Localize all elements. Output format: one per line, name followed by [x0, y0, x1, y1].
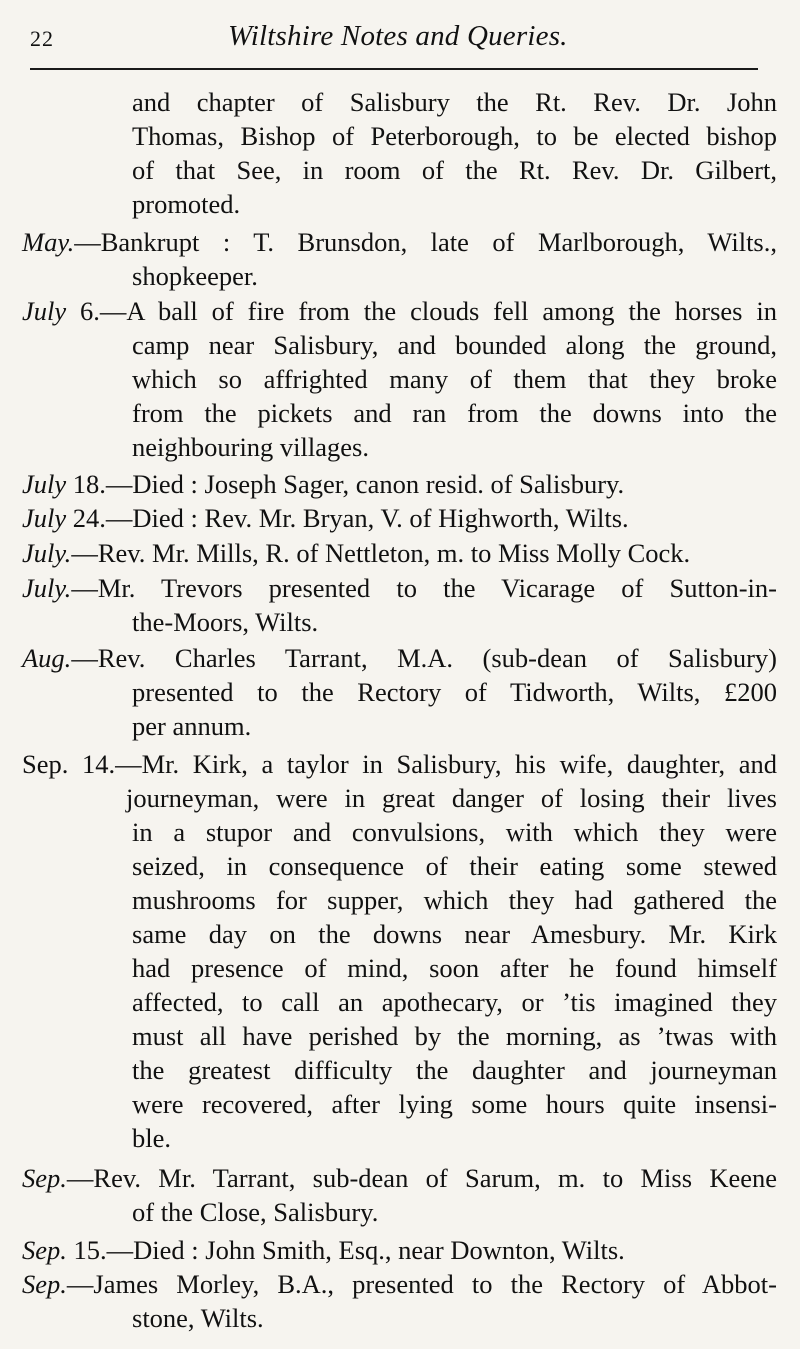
- entry-line: affected, to call an apothecary, or ’tis imagined they: [132, 987, 777, 1017]
- entry-line: presented to the Rectory of Tidworth, Wilts, £200: [132, 677, 777, 707]
- entry-line: per annum.: [132, 711, 252, 741]
- entry-line: were recovered, after lying some hours quite insensi-: [132, 1089, 777, 1119]
- entry-line: journeyman, were in great danger of losing their lives: [126, 783, 777, 813]
- entry-date: July: [22, 469, 67, 499]
- entry-line: from the pickets and ran from the downs into the: [132, 398, 777, 428]
- entry-date: Sep.: [22, 1235, 67, 1265]
- entry-text: —Bankrupt : T. Brunsdon, late of Marlborough, Wilts.,: [74, 227, 777, 257]
- entry-text: 15.—Died : John Smith, Esq., near Downton, Wilts.: [66, 1235, 625, 1265]
- entry-date: Sep.: [22, 1269, 67, 1299]
- entry-text: —Rev. Mr. Mills, R. of Nettleton, m. to Miss Molly Cock.: [71, 538, 691, 568]
- entry-first-line: [22, 536, 777, 570]
- entry-first-line: [22, 1161, 777, 1195]
- entry-line: camp near Salisbury, and bounded along the ground,: [132, 330, 777, 360]
- entry-first-line: [22, 641, 777, 675]
- entry-date: Aug.: [22, 643, 72, 673]
- entry-first-line: [22, 747, 777, 781]
- entry-text: —Mr. Trevors presented to the Vicarage of Sutton-in-: [71, 573, 777, 603]
- entry-date: Sep.: [22, 1163, 67, 1193]
- entry-text: —Rev. Mr. Tarrant, sub-dean of Sarum, m. to Miss Keene: [66, 1163, 777, 1193]
- entry-line: mushrooms for supper, which they had gathered the: [132, 885, 777, 915]
- entry-date: July: [22, 503, 67, 533]
- entry-line: stone, Wilts.: [132, 1303, 264, 1333]
- running-title: Wiltshire Notes and Queries.: [228, 20, 568, 52]
- entry-line: neighbouring villages.: [132, 432, 369, 462]
- entry-line: and chapter of Salisbury the Rt. Rev. Dr. John: [132, 87, 777, 117]
- entry-date: Sep.: [22, 749, 69, 779]
- entry-first-line: [22, 1267, 777, 1301]
- header-rule: [30, 68, 758, 70]
- entry-line: which so affrighted many of them that they broke: [132, 364, 777, 394]
- entry-line: in a stupor and convulsions, with which they were: [132, 817, 777, 847]
- entry-text: 18.—Died : Joseph Sager, canon resid. of Salisbury.: [66, 469, 625, 499]
- entry-first-line: [22, 225, 777, 259]
- entry-line: ble.: [132, 1123, 171, 1153]
- entry-text: 6.—A ball of fire from the clouds fell among the horses in: [66, 296, 777, 326]
- entry-line: promoted.: [132, 189, 241, 219]
- entry-date: July.: [22, 538, 72, 568]
- entry-first-line: [22, 467, 777, 501]
- entry-line: the-Moors, Wilts.: [132, 607, 319, 637]
- entry-first-line: [22, 571, 777, 605]
- entry-text: —Rev. Charles Tarrant, M.A. (sub-dean of Salisbury): [71, 643, 777, 673]
- entry-first-line: [22, 294, 777, 328]
- entry-text: 24.—Died : Rev. Mr. Bryan, V. of Highworth, Wilts.: [66, 503, 629, 533]
- entry-line: shopkeeper.: [132, 261, 258, 291]
- entry-line: had presence of mind, soon after he found himself: [132, 953, 777, 983]
- entry-date: July.: [22, 573, 72, 603]
- entry-first-line: [22, 501, 777, 535]
- entry-line: of the Close, Salisbury.: [132, 1197, 379, 1227]
- entry-first-line: [22, 1233, 777, 1267]
- entry-text: 14.—Mr. Kirk, a taylor in Salisbury, his wife, daughter, and: [68, 749, 777, 779]
- entry-line: Thomas, Bishop of Peterborough, to be elected bishop: [132, 121, 777, 151]
- entry-date: July: [22, 296, 67, 326]
- entry-line: the greatest difficulty the daughter and journeyman: [132, 1055, 777, 1085]
- entry-line: same day on the downs near Amesbury. Mr. Kirk: [132, 919, 777, 949]
- entry-date: May.: [22, 227, 75, 257]
- page-header: [28, 18, 758, 58]
- entry-line: seized, in consequence of their eating some stewed: [132, 851, 777, 881]
- entry-line: must all have perished by the morning, as ’twas with: [132, 1021, 777, 1051]
- page-number: 22: [30, 26, 54, 51]
- entry-text: —James Morley, B.A., presented to the Rectory of Abbot-: [66, 1269, 777, 1299]
- entry-line: of that See, in room of the Rt. Rev. Dr. Gilbert,: [132, 155, 777, 185]
